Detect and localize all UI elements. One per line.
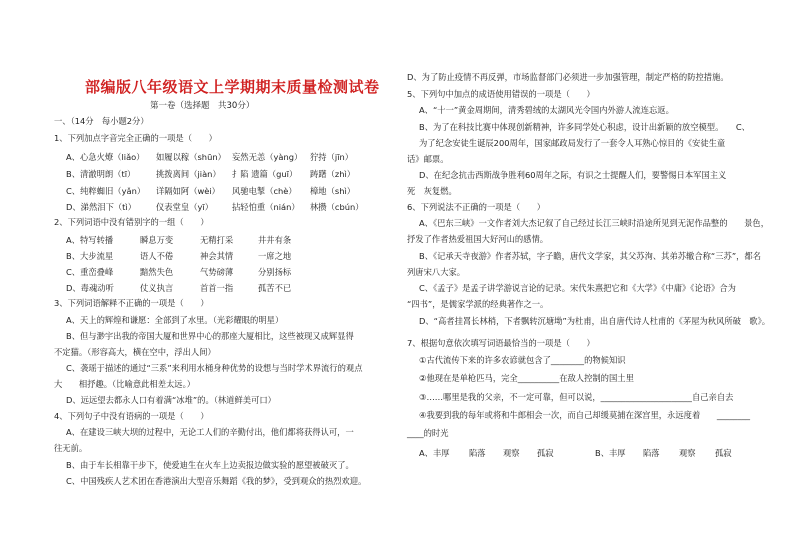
option: 陷落 [643,448,660,458]
option: 仪表堂皇（yī） [156,202,213,212]
question-4-option-d: D、为了防止疫情不再反弹，市场监督部门必须进一步加强管理，制定严格的防控措施。 [407,72,729,82]
option: 首首一指 [200,283,234,293]
question-6-line: “四书”，是儒家学派的经典著作之一。 [407,299,549,309]
option: B、大步流星 [66,251,114,261]
question-3-line: B、但与渺宇出我的帝国大厦和世界中心的那座大厦相比，这些被现又成辉显得 [66,331,354,341]
option: 无精打采 [200,235,234,245]
question-1-stem: 1、下列加点字音完全正确的一项是（ ） [54,133,217,143]
option: 陷落 [469,448,486,458]
option: 如履以稼（shūn） [156,152,226,162]
question-6-line: A、《巴东三峡》一文作者刘大杰记叙了自己经过长江三峡时沿途所见到无泥作品整的 景色， [419,218,769,228]
question-5-line: D、在纪念抗击西斯战争胜利60周年之际，有识之士提醒人们，要警惕日本军国主义 [419,170,727,180]
option: 语人不倦 [140,251,174,261]
option: 扌陷 遗篇（guī） [232,169,298,179]
option: 井井有条 [258,235,292,245]
question-5-line: 为了纪念安徒生诞辰200周年，国家邮政局发行了一套令人耳熟心惊目的《安徒生童 [419,138,726,148]
question-3-line: 大 相抒趣。（比喻意此相差太远。） [54,379,196,389]
option: 拈轻怕重（nián） [232,202,300,212]
question-6-line: C、《孟子》是孟子讲学游说言论的记录。宋代朱熹把它和《大学》《中庸》《论语》合为 [419,283,736,293]
question-4-line: A、在建设三峡大坝的过程中，无论工人们的辛勤付出，他们都将获得认可，一 [66,427,354,437]
option: 踌躇（zhì） [310,169,356,179]
option: A、特写转播 [66,235,114,245]
section-heading: 一、（14分 每小题2分） [54,116,149,126]
option: C、重峦叠峰 [66,267,114,277]
option: 观察 [503,448,520,458]
option: B、清澈明朗（tī） [66,169,136,179]
question-4-line: C、中国残疾人艺术团在香港演出大型音乐舞蹈《我的梦》，受到观众的热烈欢迎。 [66,476,367,486]
question-3-stem: 3、下列词语解释不正确的一项是（ ） [54,298,209,308]
option: 林攒（cbún） [310,202,364,212]
question-7-line: ③……哪里是我的父亲，不一定可靠，但可以说，______________________自己亲自去 [419,392,734,402]
exam-title: 部编版八年级语文上学期期末质量检测试卷 [85,78,380,96]
option: D、涕然泪下（tì） [66,202,137,212]
question-3-line: 不定猫。（形容高大，横在空中，浮出人间） [54,347,216,357]
question-5-line: 死 灰复燃。 [407,186,457,196]
question-6-stem: 6、下列说法不正确的一项是（ ） [407,202,546,212]
option: B、丰厚 [595,448,626,458]
question-6-line: B、《记承天寺夜游》作者苏轼，字子瞻，唐代文学家，其父苏洵、其弟苏辙合称“三苏”，都名 [419,251,762,261]
question-6-line: D、“高者挂罥长林梢，下者飘转沉塘坳”为杜甫，出自唐代诗人杜甫的《茅屋为秋风所破 歌》。 [419,316,771,326]
option: 神会其情 [200,251,234,261]
option: 分别扬标 [258,267,292,277]
question-2-stem: 2、下列词语中没有错别字的一组（ ） [54,217,209,227]
option: 气势磅薄 [200,267,234,277]
option: 一席之地 [258,251,292,261]
option: 孤苦不已 [258,283,292,293]
question-5-line: A、“十一”黄金周期间，清秀碧绒的太湖风光令国内外游人流连忘返。 [419,105,674,115]
question-4-line: B、由于车长相靠干步下，使爱迪生在火车上边卖报边做实验的愿望被破灭了。 [66,460,354,470]
option: 仗义执言 [140,283,174,293]
option: 孤寂 [715,448,732,458]
option: 孤寂 [537,448,554,458]
question-7-stem: 7、根据句意依次填写词语最恰当的一项是（ ） [407,338,595,348]
question-5-line: B、为了在科技比赛中体现创新精神，许多同学处心积虑，设计出新颖的放空模型。 C、 [419,122,750,132]
question-3-line: C、袭瑶于描述的通过“三系”来利用水桶身种优势的设想与当时学术界流行的观点 [66,363,363,373]
option: 黯然失色 [140,267,174,277]
option: 樟地（shì） [310,186,356,196]
question-7-line: ④我要到我的每年或将和牛郎相会一次，而自己却缓莫捕在深宫里，永远度着 ________ [419,410,751,420]
option: 狞持（jīn） [310,152,354,162]
question-6-line: 列唐宋八大家。 [407,267,466,277]
question-4-stem: 4、下列句子中没有语病的一项是（ ） [54,411,209,421]
option: 详隔如阿（wèi） [156,186,220,196]
exam-subtitle: 第一卷（选择题 共30分） [150,101,255,111]
option: 观察 [679,448,696,458]
question-5-line: 话》邮票。 [407,154,449,164]
question-7-line: ①古代流传下来的许多农谚就包含了________的物候知识 [419,355,626,365]
option: A、丰厚 [419,448,450,458]
option: 风驰电掣（chè） [232,186,297,196]
question-4-line: 往无前。 [54,443,88,453]
question-7-line: ②他现在是单枪匹马，完全__________在敌人控制的国土里 [419,373,634,383]
option: 妄然无恙（yàng） [232,152,303,162]
option: 挑拨离间（jiàn） [156,169,221,179]
question-6-line: 抒发了作者热爱祖国大好河山的感情。 [407,234,549,244]
option: 瞬息万变 [140,235,174,245]
option: D、毒魂动听 [66,283,114,293]
question-3-line: A、天上的辉煌和谦愿：全部到了水里。（光彩耀眼的明星） [66,315,284,325]
question-3-line: D、远远望去都永人口有着满“冰堆”的。（林道鲜美可口） [66,395,276,405]
question-5-stem: 5、下列句中加点的成语使用错误的一项是（ ） [407,89,595,99]
option: A、心急火燎（liǎo） [66,152,145,162]
option: C、纯粹蜘旧（yǎn） [66,186,146,196]
question-7-line: ____的时光 [407,428,449,438]
